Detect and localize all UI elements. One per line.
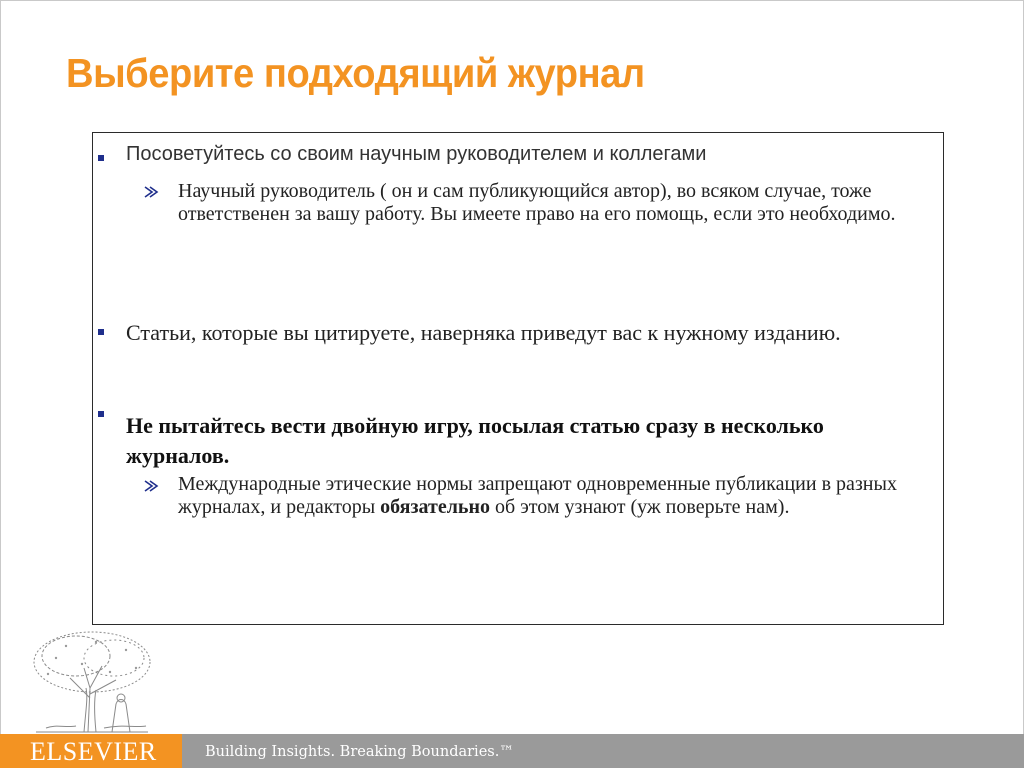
sub-item-3-text-before: Международные этические нормы запрещают одновременные публикации в разных журналах, и редакторы bbox=[178, 473, 897, 518]
footer-tagline: Building Insights. Breaking Boundaries.™ bbox=[205, 744, 514, 760]
bullet-item-3: Не пытайтесь вести двойную игру, посылая статью сразу в несколько журналов. bbox=[126, 413, 824, 468]
elsevier-tree-icon bbox=[26, 628, 158, 734]
sub-item-3-text-bold: обязательно bbox=[380, 496, 491, 518]
arrow-bullet-icon bbox=[143, 479, 159, 493]
square-bullet-icon bbox=[98, 411, 104, 417]
square-bullet-icon bbox=[98, 155, 104, 161]
sub-item-3-text-after: об этом узнают (уж поверьте нам). bbox=[490, 496, 790, 518]
content-box bbox=[92, 132, 944, 625]
slide-title: Выберите подходящий журнал bbox=[66, 50, 645, 96]
square-bullet-icon bbox=[98, 329, 104, 335]
bullet-item-2: Статьи, которые вы цитируете, наверняка приведут вас к нужному изданию. bbox=[126, 320, 841, 345]
arrow-bullet-icon bbox=[143, 185, 159, 199]
sub-item-1: Научный руководитель ( он и сам публикующийся автор), во всяком случае, тоже ответственен за вашу работу. Вы имеете право на его помощь, если это необходимо. bbox=[178, 180, 896, 225]
sub-item-3 bbox=[178, 473, 938, 519]
bullet-item-1: Посоветуйтесь со своим научным руководителем и коллегами bbox=[126, 143, 707, 165]
elsevier-logo: ELSEVIER bbox=[30, 737, 157, 766]
